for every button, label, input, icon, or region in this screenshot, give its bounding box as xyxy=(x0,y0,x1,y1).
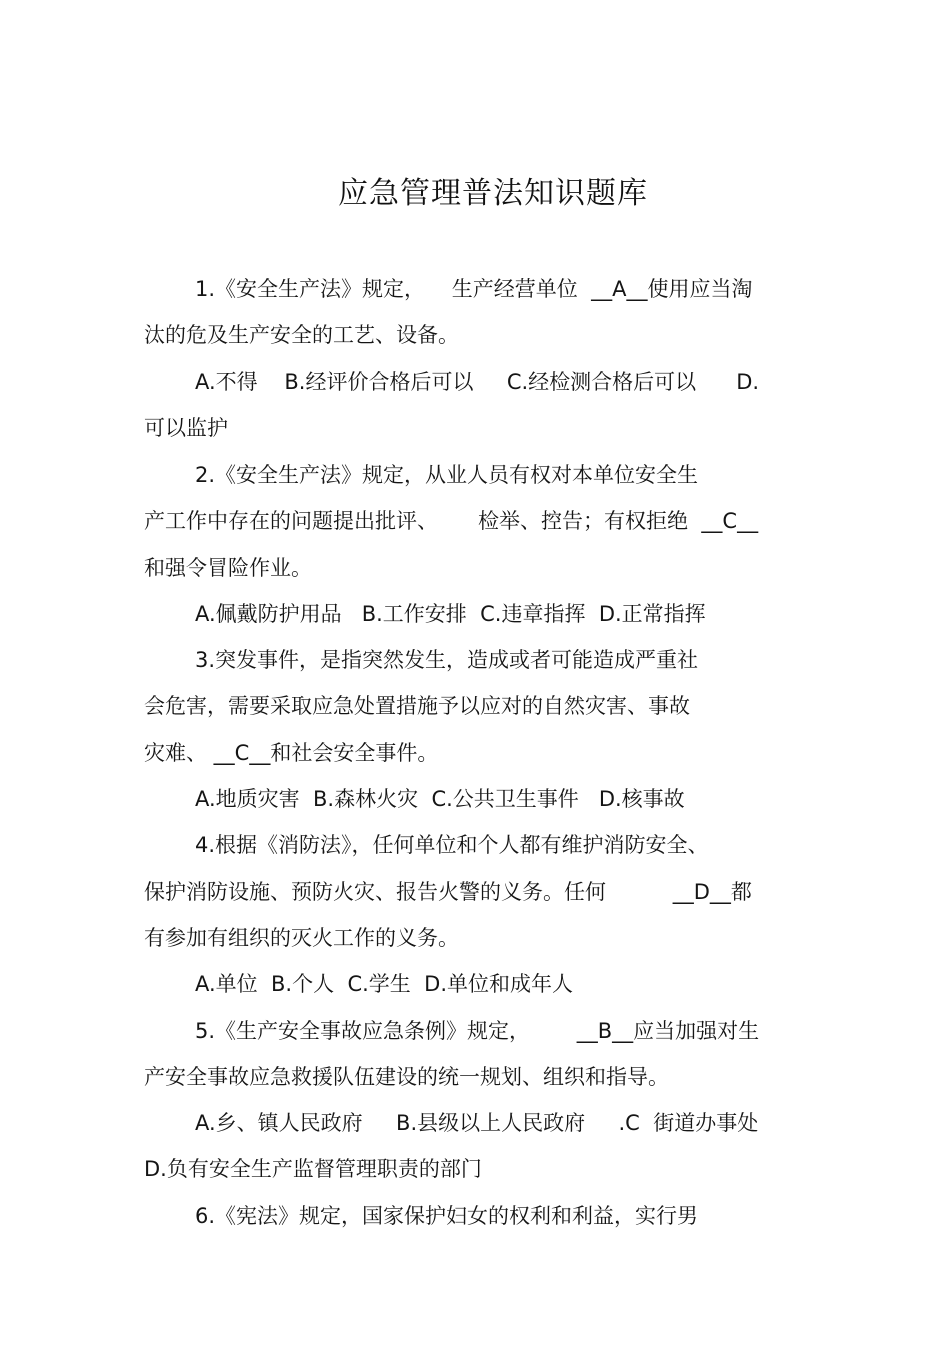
question-5-options-line-2: D.负有安全生产监督管理职责的部门 xyxy=(144,1157,482,1181)
question-4-options: A.单位 B.个人 C.学生 D.单位和成年人 xyxy=(195,972,573,996)
question-4-line-3: 有参加有组织的灭火工作的义务。 xyxy=(144,926,459,950)
question-2-options: A.佩戴防护用品 B.工作安排 C.违章指挥 D.正常指挥 xyxy=(195,602,706,626)
question-6-line-1: 6.《宪法》规定，国家保护妇女的权利和利益，实行男 xyxy=(195,1204,699,1228)
question-2-line-1: 2.《安全生产法》规定，从业人员有权对本单位安全生 xyxy=(195,463,699,487)
question-3-options: A.地质灾害 B.森林火灾 C.公共卫生事件 D.核事故 xyxy=(195,787,685,811)
question-1-line-2: 汰的危及生产安全的工艺、设备。 xyxy=(144,323,459,347)
question-5-options-line-1: A.乡、镇人民政府 B.县级以上人民政府 .C 街道办事处 xyxy=(195,1111,759,1135)
question-3-line-1: 3.突发事件，是指突然发生，造成或者可能造成严重社 xyxy=(195,648,699,672)
question-1-options-line-2: 可以监护 xyxy=(144,416,228,440)
question-5-line-1: 5.《生产安全事故应急条例》规定， __B__应当加强对生 xyxy=(195,1019,760,1043)
question-1-options-line-1: A.不得 B.经评价合格后可以 C.经检测合格后可以 D. xyxy=(195,370,760,394)
question-3-line-2: 会危害，需要采取应急处置措施予以应对的自然灾害、事故 xyxy=(144,694,690,718)
question-3-line-3: 灾难、 __C__和社会安全事件。 xyxy=(144,741,439,765)
question-4-line-2: 保护消防设施、预防火灾、报告火警的义务。任何 __D__都 xyxy=(144,880,752,904)
question-4-line-1: 4.根据《消防法》，任何单位和个人都有维护消防安全、 xyxy=(195,833,709,857)
question-2-line-3: 和强令冒险作业。 xyxy=(144,556,312,580)
question-2-line-2: 产工作中存在的问题提出批评、 检举、控告；有权拒绝 __C__ xyxy=(144,509,759,533)
question-1-line-1: 1.《安全生产法》规定， 生产经营单位 __A__使用应当淘 xyxy=(195,277,753,301)
question-5-line-2: 产安全事故应急救援队伍建设的统一规划、组织和指导。 xyxy=(144,1065,669,1089)
document-title: 应急管理普法知识题库 xyxy=(338,176,648,211)
